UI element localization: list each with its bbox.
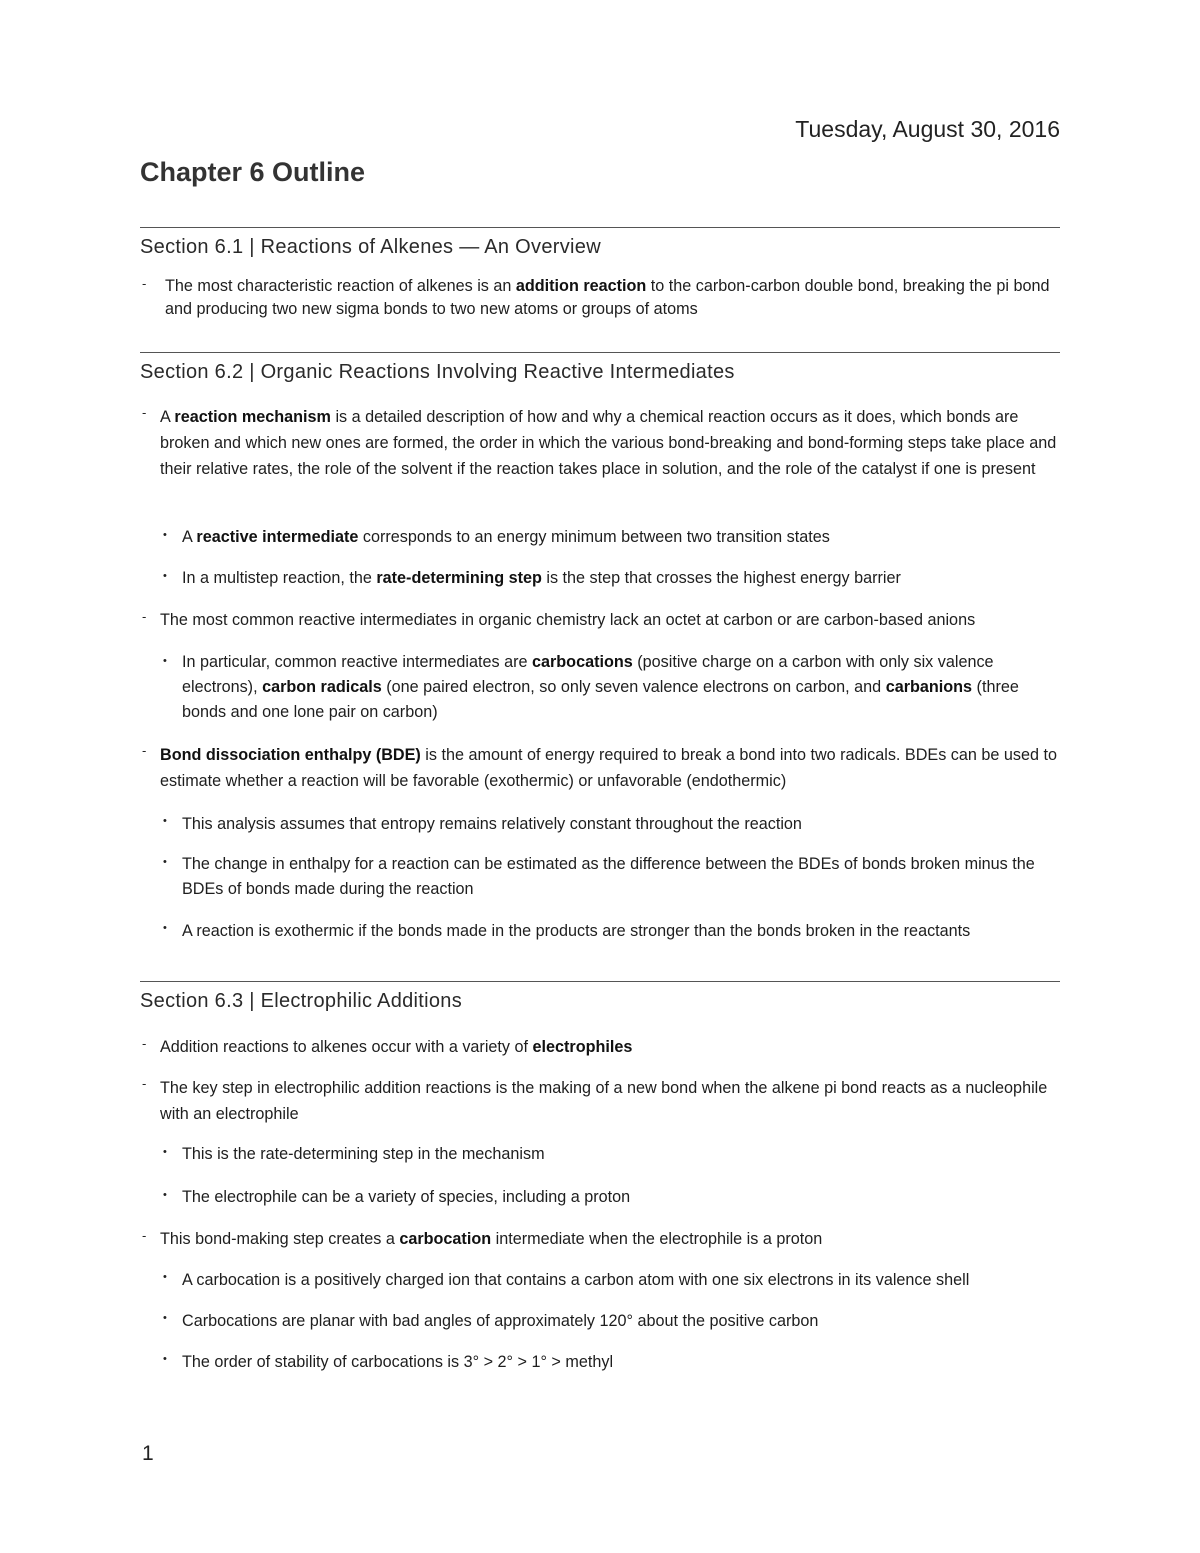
dash-bullet: - [142,276,147,291]
list-item: The most common reactive intermediates in organic chemistry lack an octet at carbon or are carbon-based anions [160,611,976,629]
section-divider [140,352,1060,353]
dash-bullet: - [142,1036,147,1051]
list-item: This bond-making step creates a carbocation intermediate when the electrophile is a proton [160,1230,823,1248]
dot-bullet: • [163,815,167,827]
dash-bullet: - [142,743,147,758]
section-heading-6-2: Section 6.2 | Organic Reactions Involving Reactive Intermediates [140,361,735,383]
section-divider [140,981,1060,982]
list-item: This analysis assumes that entropy remains relatively constant throughout the reaction [182,815,802,833]
list-item: Addition reactions to alkenes occur with a variety of electrophiles [160,1038,633,1056]
list-item: A reaction mechanism is a detailed description of how and why a chemical reaction occurs as it does, which bonds are broken and which new ones are formed, the order in which the various bond-breaking and bond-forming steps take place and their relative rates, the role of the solvent if the reaction takes place in solution, and the role of the catalyst if one is present [160,408,1057,478]
list-item: The change in enthalpy for a reaction can be estimated as the difference between the BDEs of bonds broken minus the BDEs of bonds made during the reaction [182,855,1035,898]
key-term: reaction mechanism [174,408,331,426]
dot-bullet: • [163,1146,167,1158]
dot-bullet: • [163,570,167,582]
list-item: The key step in electrophilic addition reactions is the making of a new bond when the alkene pi bond reacts as a nucleophile with an electrophile [160,1079,1048,1123]
list-item: In a multistep reaction, the rate-determining step is the step that crosses the highest energy barrier [182,569,901,587]
section-divider [140,227,1060,228]
key-term: Bond dissociation enthalpy (BDE) [160,746,421,764]
list-item: Carbocations are planar with bad angles of approximately 120° about the positive carbon [182,1312,819,1330]
list-item: In particular, common reactive intermediates are carbocations (positive charge on a carbon with only six valence electrons), carbon radicals (one paired electron, so only seven valence electrons on carbon, and carbanions (three bonds and one lone pair on carbon) [182,653,1019,721]
dash-bullet: - [142,1076,147,1091]
list-item: This is the rate-determining step in the mechanism [182,1145,545,1163]
key-term: carbocations [531,653,633,671]
dot-bullet: • [163,1189,167,1201]
key-term: rate-determining step [376,569,542,587]
key-term: electrophiles [532,1038,633,1056]
list-item: The order of stability of carbocations is 3° > 2° > 1° > methyl [182,1353,614,1371]
dash-bullet: - [142,405,147,420]
section-heading-6-1: Section 6.1 | Reactions of Alkenes — An Overview [140,236,601,258]
dot-bullet: • [163,856,167,868]
dot-bullet: • [163,1271,167,1283]
list-item: A reactive intermediate corresponds to an energy minimum between two transition states [182,528,830,546]
dot-bullet: • [163,655,167,667]
list-item: Bond dissociation enthalpy (BDE) is the amount of energy required to break a bond into two radicals. BDEs can be used to estimate whether a reaction will be favorable (exothermic) or unfavorable (endothermic) [160,746,1057,790]
list-item: A reaction is exothermic if the bonds made in the products are stronger than the bonds broken in the reactants [182,922,971,940]
list-item: The electrophile can be a variety of species, including a proton [182,1188,631,1206]
date-header: Tuesday, August 30, 2016 [795,116,1060,142]
section-heading-6-3: Section 6.3 | Electrophilic Additions [140,990,463,1012]
list-item: A carbocation is a positively charged ion that contains a carbon atom with one six electrons in its valence shell [182,1271,970,1289]
dash-bullet: - [142,1228,147,1243]
dot-bullet: • [163,529,167,541]
chapter-title: Chapter 6 Outline [140,157,366,187]
dot-bullet: • [163,1312,167,1324]
key-term: carbocation [399,1230,492,1248]
key-term: reactive intermediate [196,528,359,546]
key-term: carbanions [885,678,973,696]
key-term: addition reaction [515,277,647,295]
page-number: 1 [142,1442,154,1465]
key-term: carbon radicals [262,678,382,696]
dot-bullet: • [163,1353,167,1365]
dash-bullet: - [142,609,147,624]
list-item: The most characteristic reaction of alkenes is an addition reaction to the carbon-carbon double bond, breaking the pi bond and producing two new sigma bonds to two new atoms or groups of atoms [165,277,1050,318]
dot-bullet: • [163,922,167,934]
